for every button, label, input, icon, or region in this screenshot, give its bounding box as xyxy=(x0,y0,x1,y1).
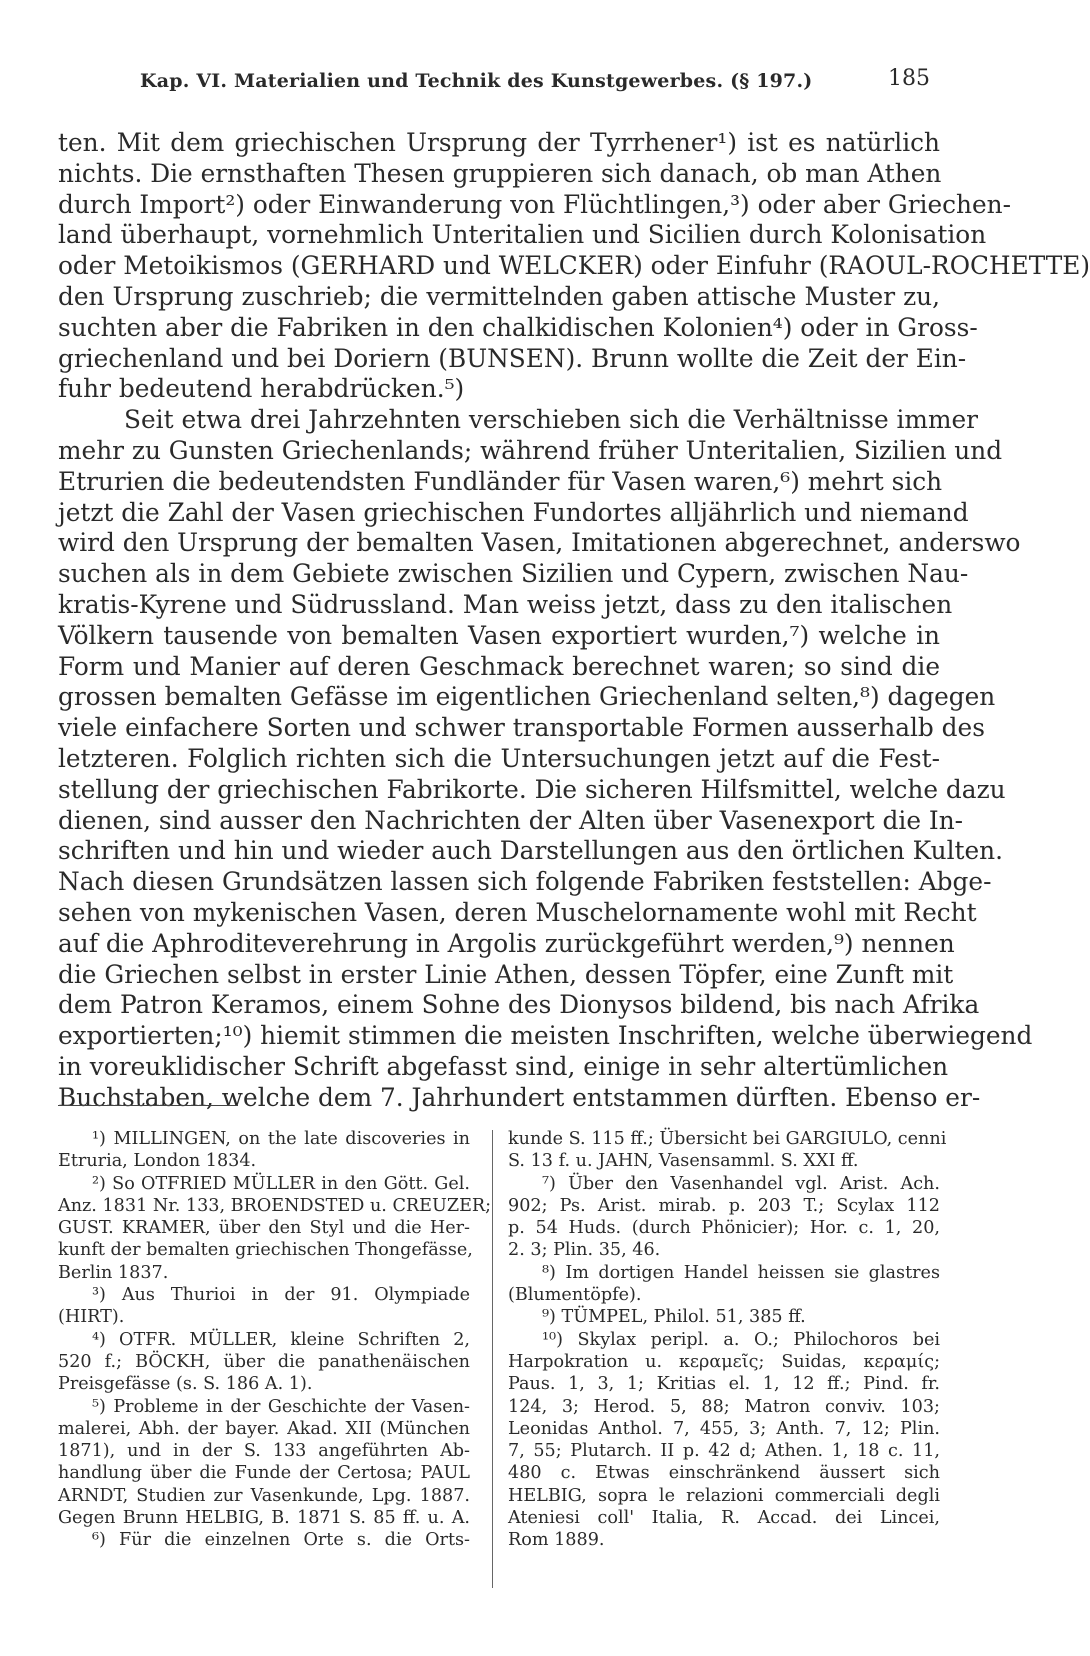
footnote-line: Anz. 1831 Nr. 133, BROENDSTED u. CREUZER; xyxy=(58,1195,492,1216)
footnote-line: p. 54 Huds. (durch Phönicier); Hor. c. 1, 20, xyxy=(508,1218,940,1239)
text-line: durch Import²) oder Einwanderung von Flüchtlingen,³) oder aber Griechen- xyxy=(58,189,1012,219)
text-line: grossen bemalten Gefässe im eigentlichen Griechenland selten,⁸) dagegen xyxy=(58,682,996,712)
footnote-line: ⁸) Im dortigen Handel heissen sie glastres xyxy=(542,1262,940,1283)
footnote-line: Gegen Brunn HELBIG, B. 1871 S. 85 ff. u. A. xyxy=(58,1508,470,1529)
text-line: den Ursprung zuschrieb; die vermittelnden gaben attische Muster zu, xyxy=(58,281,940,311)
footnote-line: ⁷) Über den Vasenhandel vgl. Arist. Ach. xyxy=(542,1173,940,1194)
text-line: nichts. Die ernsthaften Thesen gruppieren sich danach, ob man Athen xyxy=(58,158,942,188)
text-line: fuhr bedeutend herabdrücken.⁵) xyxy=(58,374,465,404)
text-line: wird den Ursprung der bemalten Vasen, Imitationen abgerechnet, anderswo xyxy=(58,528,1021,558)
footnote-line: ⁹) TÜMPEL, Philol. 51, 385 ff. xyxy=(542,1307,806,1328)
footnote-line: ²) So OTFRIED MÜLLER in den Gött. Gel. xyxy=(92,1173,470,1194)
footnote-line: ¹) MILLINGEN, on the late discoveries in xyxy=(92,1129,470,1149)
footnote-line: ⁵) Probleme in der Geschichte der Vasen- xyxy=(92,1396,470,1417)
text-line: Völkern tausende von bemalten Vasen exportiert wurden,⁷) welche in xyxy=(58,620,940,650)
footnote-line: kunft der bemalten griechischen Thongefässe, xyxy=(58,1240,473,1261)
text-line: letzteren. Folglich richten sich die Untersuchungen jetzt auf die Fest- xyxy=(58,743,940,773)
text-line: dienen, sind ausser den Nachrichten der Alten über Vasenexport die In- xyxy=(58,805,964,835)
footnote-line: Ateniesi coll' Italia, R. Accad. dei Lincei, xyxy=(508,1508,940,1529)
footnote-line: kunde S. 115 ff.; Übersicht bei GARGIULO, cenni xyxy=(508,1129,947,1149)
footnote-line: malerei, Abh. der bayer. Akad. XII (München xyxy=(58,1418,470,1439)
footnote-line: Harpokration u. κεραμεῖς; Suidas, κεραμίς; xyxy=(508,1351,940,1372)
text-line: dem Patron Keramos, einem Sohne des Dionysos bildend, bis nach Afrika xyxy=(58,990,980,1020)
footnote-line: (HIRT). xyxy=(58,1307,125,1328)
footnote-line: ³) Aus Thurioi in der 91. Olympiade xyxy=(92,1285,470,1306)
text-line: schriften und hin und wieder auch Darstellungen aus den örtlichen Kulten. xyxy=(58,836,1004,866)
footnote-line: 520 f.; BÖCKH, über die panathenäischen xyxy=(58,1351,470,1372)
text-line: suchten aber die Fabriken in den chalkidischen Kolonien⁴) oder in Gross- xyxy=(58,312,978,342)
text-line: griechenland und bei Doriern (BUNSEN). Brunn wollte die Zeit der Ein- xyxy=(58,343,967,373)
text-line: kratis-Kyrene und Südrussland. Man weiss jetzt, dass zu den italischen xyxy=(58,589,953,619)
footnote-line: Rom 1889. xyxy=(508,1530,605,1551)
text-line: Nach diesen Grundsätzen lassen sich folgende Fabriken feststellen: Abge- xyxy=(58,867,992,897)
text-line: die Griechen selbst in erster Linie Athen, dessen Töpfer, eine Zunft mit xyxy=(58,959,954,989)
column-divider xyxy=(492,1130,493,1588)
text-line: jetzt die Zahl der Vasen griechischen Fundortes alljährlich und niemand xyxy=(58,497,969,527)
running-header xyxy=(132,62,930,102)
text-line: exportierten;¹⁰) hiemit stimmen die meisten Inschriften, welche überwiegend xyxy=(58,1021,1033,1051)
text-line: sehen von mykenischen Vasen, deren Muschelornamente wohl mit Recht xyxy=(58,897,977,927)
footnote-line: ⁴) OTFR. MÜLLER, kleine Schriften 2, xyxy=(92,1329,470,1350)
footnote-line: Leonidas Anthol. 7, 455, 3; Anth. 7, 12; Plin. xyxy=(508,1418,940,1439)
footnote-line: Etruria, London 1834. xyxy=(58,1151,257,1172)
text-line: Seit etwa drei Jahrzehnten verschieben sich die Verhältnisse immer xyxy=(124,405,978,435)
text-line: Etrurien die bedeutendsten Fundländer für Vasen waren,⁶) mehrt sich xyxy=(58,466,943,496)
footnote-line: 2. 3; Plin. 35, 46. xyxy=(508,1240,661,1261)
footnote-line: Paus. 1, 3, 1; Kritias el. 1, 12 ff.; Pind. fr. xyxy=(508,1374,940,1395)
footnotes-left-column xyxy=(58,1128,492,1552)
footnote-line: 480 c. Etwas einschränkend äussert sich xyxy=(508,1463,940,1484)
footnote-line: handlung über die Funde der Certosa; PAUL xyxy=(58,1463,470,1484)
footnote-line: HELBIG, sopra le relazioni commerciali degli xyxy=(508,1485,940,1506)
text-line: auf die Aphroditeverehrung in Argolis zurückgeführt werden,⁹) nennen xyxy=(58,928,955,958)
footnote-line: 124, 3; Herod. 5, 88; Matron conviv. 103; xyxy=(508,1396,940,1417)
text-line: oder Metoikismos (GERHARD und WELCKER) oder Einfuhr (RAOUL-ROCHETTE) xyxy=(58,251,1090,281)
footnote-line: ⁶) Für die einzelnen Orte s. die Orts- xyxy=(92,1530,470,1551)
text-line: Buchstaben, welche dem 7. Jahrhundert entstammen dürften. Ebenso er- xyxy=(58,1082,981,1112)
footnotes xyxy=(58,1128,947,1598)
footnote-rule xyxy=(58,1105,238,1106)
text-line: ten. Mit dem griechischen Ursprung der Tyrrhener¹) ist es natürlich xyxy=(58,128,940,157)
text-line: viele einfachere Sorten und schwer transportable Formen ausserhalb des xyxy=(58,713,985,743)
footnote-line: ¹⁰) Skylax peripl. a. O.; Philochoros bei xyxy=(542,1329,940,1350)
text-line: land überhaupt, vornehmlich Unteritalien und Sicilien durch Kolonisation xyxy=(58,220,987,250)
text-line: Form und Manier auf deren Geschmack berechnet waren; so sind die xyxy=(58,651,940,681)
footnote-line: (Blumentöpfe). xyxy=(508,1285,642,1306)
text-line: in voreuklidischer Schrift abgefasst sind, einige in sehr altertümlichen xyxy=(58,1051,949,1081)
page-number: 185 xyxy=(888,66,930,91)
footnote-line: Berlin 1837. xyxy=(58,1262,169,1283)
footnote-line: 7, 55; Plutarch. II p. 42 d; Athen. 1, 18 c. 11, xyxy=(508,1441,940,1462)
footnote-line: 1871), und in der S. 133 angeführten Ab- xyxy=(58,1441,470,1462)
text-line: mehr zu Gunsten Griechenlands; während früher Unteritalien, Sizilien und xyxy=(58,435,1003,465)
footnote-line: 902; Ps. Arist. mirab. p. 203 T.; Scylax 112 xyxy=(508,1195,940,1216)
running-title: Kap. VI. Materialien und Technik des Kunstgewerbes. (§ 197.) xyxy=(140,70,813,92)
footnote-line: Preisgefässe (s. S. 186 A. 1). xyxy=(58,1374,313,1395)
text-line: stellung der griechischen Fabrikorte. Die sicheren Hilfsmittel, welche dazu xyxy=(58,774,1006,804)
footnotes-right-column xyxy=(508,1128,947,1552)
footnote-line: GUST. KRAMER, über den Styl und die Her- xyxy=(58,1218,470,1239)
text-line: suchen als in dem Gebiete zwischen Sizilien und Cypern, zwischen Nau- xyxy=(58,559,969,589)
footnote-line: ARNDT, Studien zur Vasenkunde, Lpg. 1887. xyxy=(58,1485,470,1506)
main-text xyxy=(58,128,1090,1114)
footnote-line: S. 13 f. u. JAHN, Vasensamml. S. XXI ff. xyxy=(508,1151,859,1172)
